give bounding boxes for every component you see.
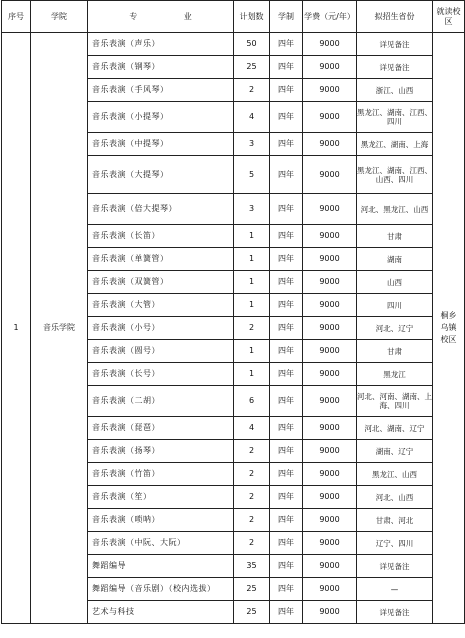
col-header-campus: 就读校区: [433, 1, 465, 33]
provinces-cell: 甘肃、河北: [357, 509, 433, 532]
plan-count-cell: 25: [234, 56, 270, 79]
major-cell: 音乐表演（倍大提琴）: [88, 194, 234, 225]
row-number-cell: 1: [2, 33, 31, 624]
plan-count-cell: 1: [234, 363, 270, 386]
provinces-cell: 详见备注: [357, 601, 433, 624]
fee-cell: 9000: [303, 294, 357, 317]
provinces-cell: 黑龙江、山西: [357, 463, 433, 486]
fee-cell: 9000: [303, 363, 357, 386]
duration-cell: 四年: [270, 486, 303, 509]
duration-cell: 四年: [270, 294, 303, 317]
plan-count-cell: 2: [234, 486, 270, 509]
col-header-duration: 学制: [270, 1, 303, 33]
major-cell: 音乐表演（中提琴）: [88, 133, 234, 156]
col-header-college: 学院: [31, 1, 88, 33]
provinces-cell: 浙江、山西: [357, 79, 433, 102]
fee-cell: 9000: [303, 486, 357, 509]
plan-count-cell: 1: [234, 271, 270, 294]
provinces-cell: —: [357, 578, 433, 601]
duration-cell: 四年: [270, 156, 303, 194]
fee-cell: 9000: [303, 33, 357, 56]
duration-cell: 四年: [270, 578, 303, 601]
fee-cell: 9000: [303, 463, 357, 486]
major-cell: 音乐表演（扬琴）: [88, 440, 234, 463]
plan-count-cell: 3: [234, 133, 270, 156]
major-cell: 音乐表演（琵琶）: [88, 417, 234, 440]
provinces-cell: 辽宁、四川: [357, 532, 433, 555]
plan-count-cell: 50: [234, 33, 270, 56]
fee-cell: 9000: [303, 56, 357, 79]
fee-cell: 9000: [303, 194, 357, 225]
plan-count-cell: 1: [234, 248, 270, 271]
major-cell: 音乐表演（小号）: [88, 317, 234, 340]
plan-count-cell: 5: [234, 156, 270, 194]
plan-count-cell: 4: [234, 102, 270, 133]
major-cell: 音乐表演（大管）: [88, 294, 234, 317]
plan-count-cell: 2: [234, 532, 270, 555]
fee-cell: 9000: [303, 133, 357, 156]
fee-cell: 9000: [303, 578, 357, 601]
fee-cell: 9000: [303, 440, 357, 463]
major-cell: 音乐表演（二胡）: [88, 386, 234, 417]
college-cell: 音乐学院: [31, 33, 88, 624]
plan-count-cell: 2: [234, 463, 270, 486]
col-header-no: 序号: [2, 1, 31, 33]
major-cell: 音乐表演（单簧管）: [88, 248, 234, 271]
fee-cell: 9000: [303, 156, 357, 194]
duration-cell: 四年: [270, 271, 303, 294]
provinces-cell: 河北、湖南、辽宁: [357, 417, 433, 440]
provinces-cell: 河北、黑龙江、山西: [357, 194, 433, 225]
major-cell: 音乐表演（长号）: [88, 363, 234, 386]
provinces-cell: 河北、山西: [357, 486, 433, 509]
provinces-cell: 山西: [357, 271, 433, 294]
plan-count-cell: 1: [234, 294, 270, 317]
header-row: [2, 1, 465, 33]
duration-cell: 四年: [270, 79, 303, 102]
major-cell: 音乐表演（小提琴）: [88, 102, 234, 133]
duration-cell: 四年: [270, 225, 303, 248]
major-cell: 艺术与科技: [88, 601, 234, 624]
provinces-cell: 河北、河南、湖南、上海、四川: [357, 386, 433, 417]
provinces-cell: 详见备注: [357, 555, 433, 578]
plan-count-cell: 2: [234, 509, 270, 532]
duration-cell: 四年: [270, 102, 303, 133]
major-cell: 音乐表演（手风琴）: [88, 79, 234, 102]
plan-count-cell: 2: [234, 440, 270, 463]
major-cell: 音乐表演（声乐）: [88, 33, 234, 56]
plan-count-cell: 2: [234, 79, 270, 102]
fee-cell: 9000: [303, 79, 357, 102]
fee-cell: 9000: [303, 271, 357, 294]
table-row: [2, 33, 465, 56]
provinces-cell: 四川: [357, 294, 433, 317]
plan-count-cell: 2: [234, 317, 270, 340]
duration-cell: 四年: [270, 601, 303, 624]
major-cell: 舞蹈编导: [88, 555, 234, 578]
fee-cell: 9000: [303, 417, 357, 440]
plan-count-cell: 25: [234, 578, 270, 601]
provinces-cell: 湖南、辽宁: [357, 440, 433, 463]
major-cell: 舞蹈编导（音乐剧）（校内选拔）: [88, 578, 234, 601]
col-header-plan: 计划数: [234, 1, 270, 33]
provinces-cell: 黑龙江、湖南、江西、山西、四川: [357, 156, 433, 194]
col-header-fee: 学费（元/年）: [303, 1, 357, 33]
provinces-cell: 黑龙江、湖南、上海: [357, 133, 433, 156]
fee-cell: 9000: [303, 532, 357, 555]
duration-cell: 四年: [270, 194, 303, 225]
duration-cell: 四年: [270, 248, 303, 271]
provinces-cell: 甘肃: [357, 340, 433, 363]
campus-cell: [433, 33, 465, 624]
fee-cell: 9000: [303, 509, 357, 532]
duration-cell: 四年: [270, 532, 303, 555]
duration-cell: 四年: [270, 509, 303, 532]
plan-count-cell: 1: [234, 340, 270, 363]
plan-count-cell: 1: [234, 225, 270, 248]
major-cell: 音乐表演（唢呐）: [88, 509, 234, 532]
duration-cell: 四年: [270, 317, 303, 340]
fee-cell: 9000: [303, 102, 357, 133]
col-header-provinces: 拟招生省份: [357, 1, 433, 33]
provinces-cell: 湖南: [357, 248, 433, 271]
plan-count-cell: 25: [234, 601, 270, 624]
duration-cell: 四年: [270, 33, 303, 56]
fee-cell: 9000: [303, 225, 357, 248]
plan-count-cell: 4: [234, 417, 270, 440]
col-header-major: 专 业: [88, 1, 234, 33]
provinces-cell: 河北、辽宁: [357, 317, 433, 340]
duration-cell: 四年: [270, 386, 303, 417]
campus-label: 桐乡乌镇校区: [440, 311, 457, 344]
duration-cell: 四年: [270, 340, 303, 363]
duration-cell: 四年: [270, 133, 303, 156]
major-cell: 音乐表演（圆号）: [88, 340, 234, 363]
fee-cell: 9000: [303, 386, 357, 417]
major-cell: 音乐表演（笙）: [88, 486, 234, 509]
fee-cell: 9000: [303, 601, 357, 624]
major-cell: 音乐表演（长笛）: [88, 225, 234, 248]
duration-cell: 四年: [270, 417, 303, 440]
provinces-cell: 详见备注: [357, 56, 433, 79]
duration-cell: 四年: [270, 463, 303, 486]
major-cell: 音乐表演（大提琴）: [88, 156, 234, 194]
duration-cell: 四年: [270, 363, 303, 386]
major-cell: 音乐表演（钢琴）: [88, 56, 234, 79]
major-cell: 音乐表演（竹笛）: [88, 463, 234, 486]
fee-cell: 9000: [303, 340, 357, 363]
duration-cell: 四年: [270, 555, 303, 578]
provinces-cell: 甘肃: [357, 225, 433, 248]
provinces-cell: 详见备注: [357, 33, 433, 56]
fee-cell: 9000: [303, 317, 357, 340]
plan-count-cell: 3: [234, 194, 270, 225]
provinces-cell: 黑龙江、湖南、江西、四川: [357, 102, 433, 133]
plan-count-cell: 35: [234, 555, 270, 578]
fee-cell: 9000: [303, 248, 357, 271]
provinces-cell: 黑龙江: [357, 363, 433, 386]
major-cell: 音乐表演（双簧管）: [88, 271, 234, 294]
duration-cell: 四年: [270, 440, 303, 463]
duration-cell: 四年: [270, 56, 303, 79]
enrollment-plan-table: [1, 0, 465, 624]
plan-count-cell: 6: [234, 386, 270, 417]
major-cell: 音乐表演（中阮、大阮）: [88, 532, 234, 555]
fee-cell: 9000: [303, 555, 357, 578]
